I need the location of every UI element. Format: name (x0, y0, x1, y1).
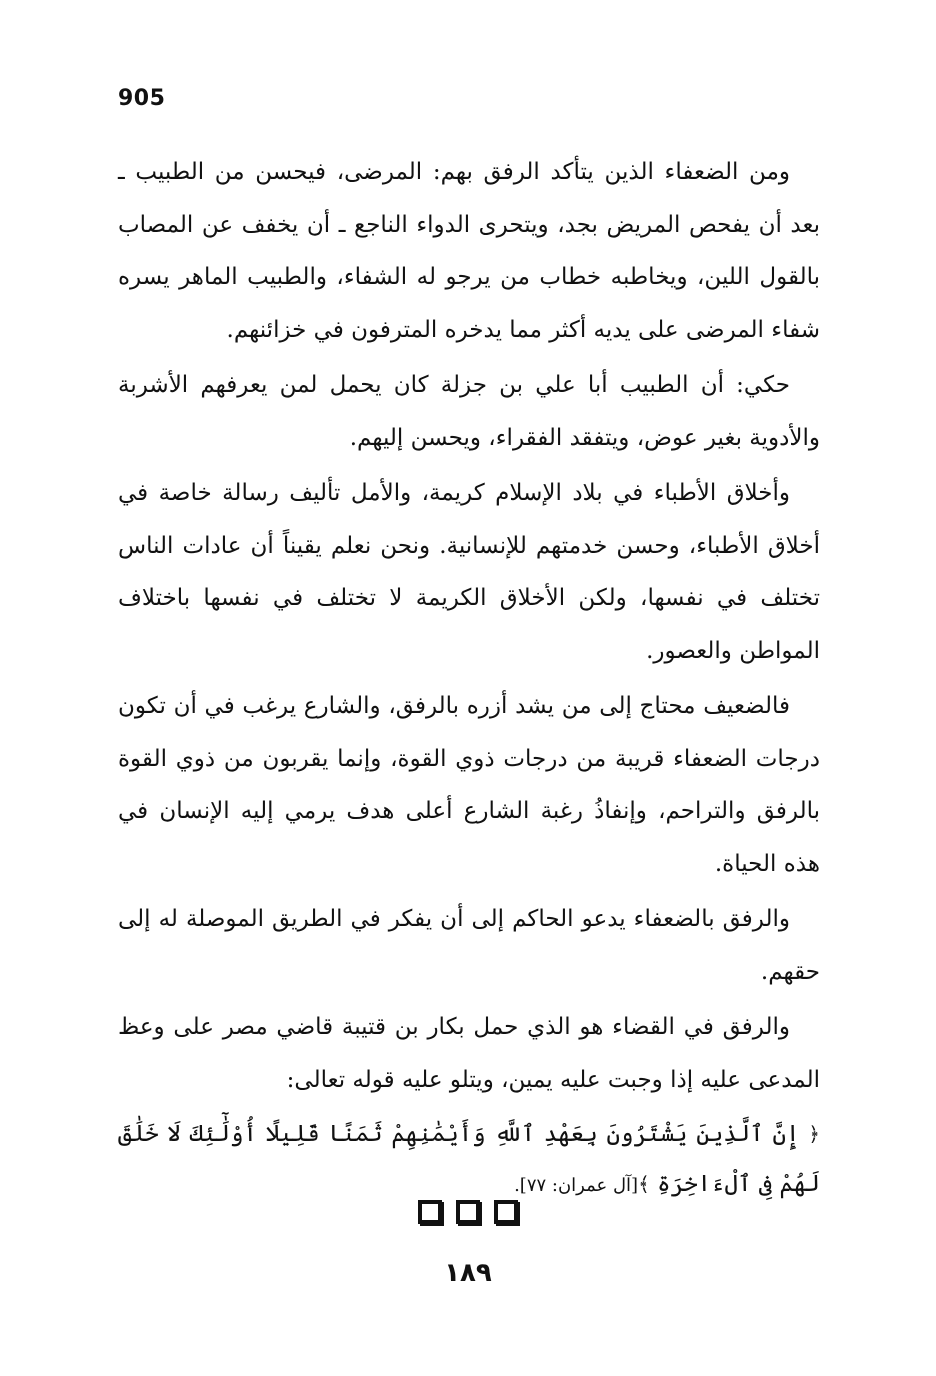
section-separator (0, 1200, 936, 1224)
verse-open-bracket: ﴿ (808, 1122, 820, 1146)
separator-square-icon (456, 1200, 480, 1224)
verse-citation: [آل عمران: ٧٧]. (514, 1175, 639, 1196)
page-number: ١٨٩ (444, 1258, 492, 1288)
paragraph-ibn-jazla: حكي: أن الطبيب أبا علي بن جزلة كان يحمل لمن يعرفهم الأشربة والأدوية بغير عوض، ويتفقد الفقراء، ويحسن إليهم. (118, 372, 820, 451)
verse-close-bracket: ﴾ (638, 1172, 650, 1196)
quran-verse (118, 1109, 820, 1211)
paragraph-judiciary: والرفق في القضاء هو الذي حمل بكار بن قتيبة قاضي مصر على وعظ المدعى عليه إذا وجبت عليه يمين، ويتلو عليه قوله تعالى: (118, 1014, 820, 1093)
separator-square-icon (418, 1200, 442, 1224)
paragraph-ruler: والرفق بالضعفاء يدعو الحاكم إلى أن يفكر في الطريق الموصلة له إلى حقهم. (118, 906, 820, 985)
verse-text: إِنَّ ٱلَّذِينَ يَشْتَرُونَ بِعَهْدِ ٱللَّهِ وَأَيْمَٰنِهِمْ ثَمَنًا قَلِيلًا أُوْلَٰٓئِكَ لَا خَلَٰقَ لَهُمْ فِى ٱلْءَاخِرَةِ (118, 1121, 820, 1197)
page-body (118, 146, 820, 1211)
paragraph-weak-needs-support: فالضعيف محتاج إلى من يشد أزره بالرفق، والشارع يرغب في أن تكون درجات الضعفاء قريبة من درجات ذوي القوة، وإنما يقربون من ذوي القوة بالرفق والتراحم، وإنفاذُ رغبة الشارع أعلى هدف يرمي إليه الإنسان في هذه الحياة. (118, 693, 820, 877)
paragraph-patients: ومن الضعفاء الذين يتأكد الرفق بهم: المرضى، فيحسن من الطبيب ـ بعد أن يفحص المريض بجد، ويتحرى الدواء الناجع ـ أن يخفف عن المصاب بالقول اللين، ويخاطبه خطاب من يرجو له الشفاء، والطبيب الماهر يسره شفاء المرضى على يديه أكثر مما يدخره المترفون في خزائنهم. (118, 159, 820, 343)
page-top-number: 905 (118, 86, 166, 111)
paragraph-physicians-ethics: وأخلاق الأطباء في بلاد الإسلام كريمة، والأمل تأليف رسالة خاصة في أخلاق الأطباء، وحسن خدمتهم للإنسانية. ونحن نعلم يقيناً أن عادات الناس تختلف في نفسها، ولكن الأخلاق الكريمة لا تختلف في نفسها باختلاف المواطن والعصور. (118, 480, 820, 664)
separator-square-icon (494, 1200, 518, 1224)
